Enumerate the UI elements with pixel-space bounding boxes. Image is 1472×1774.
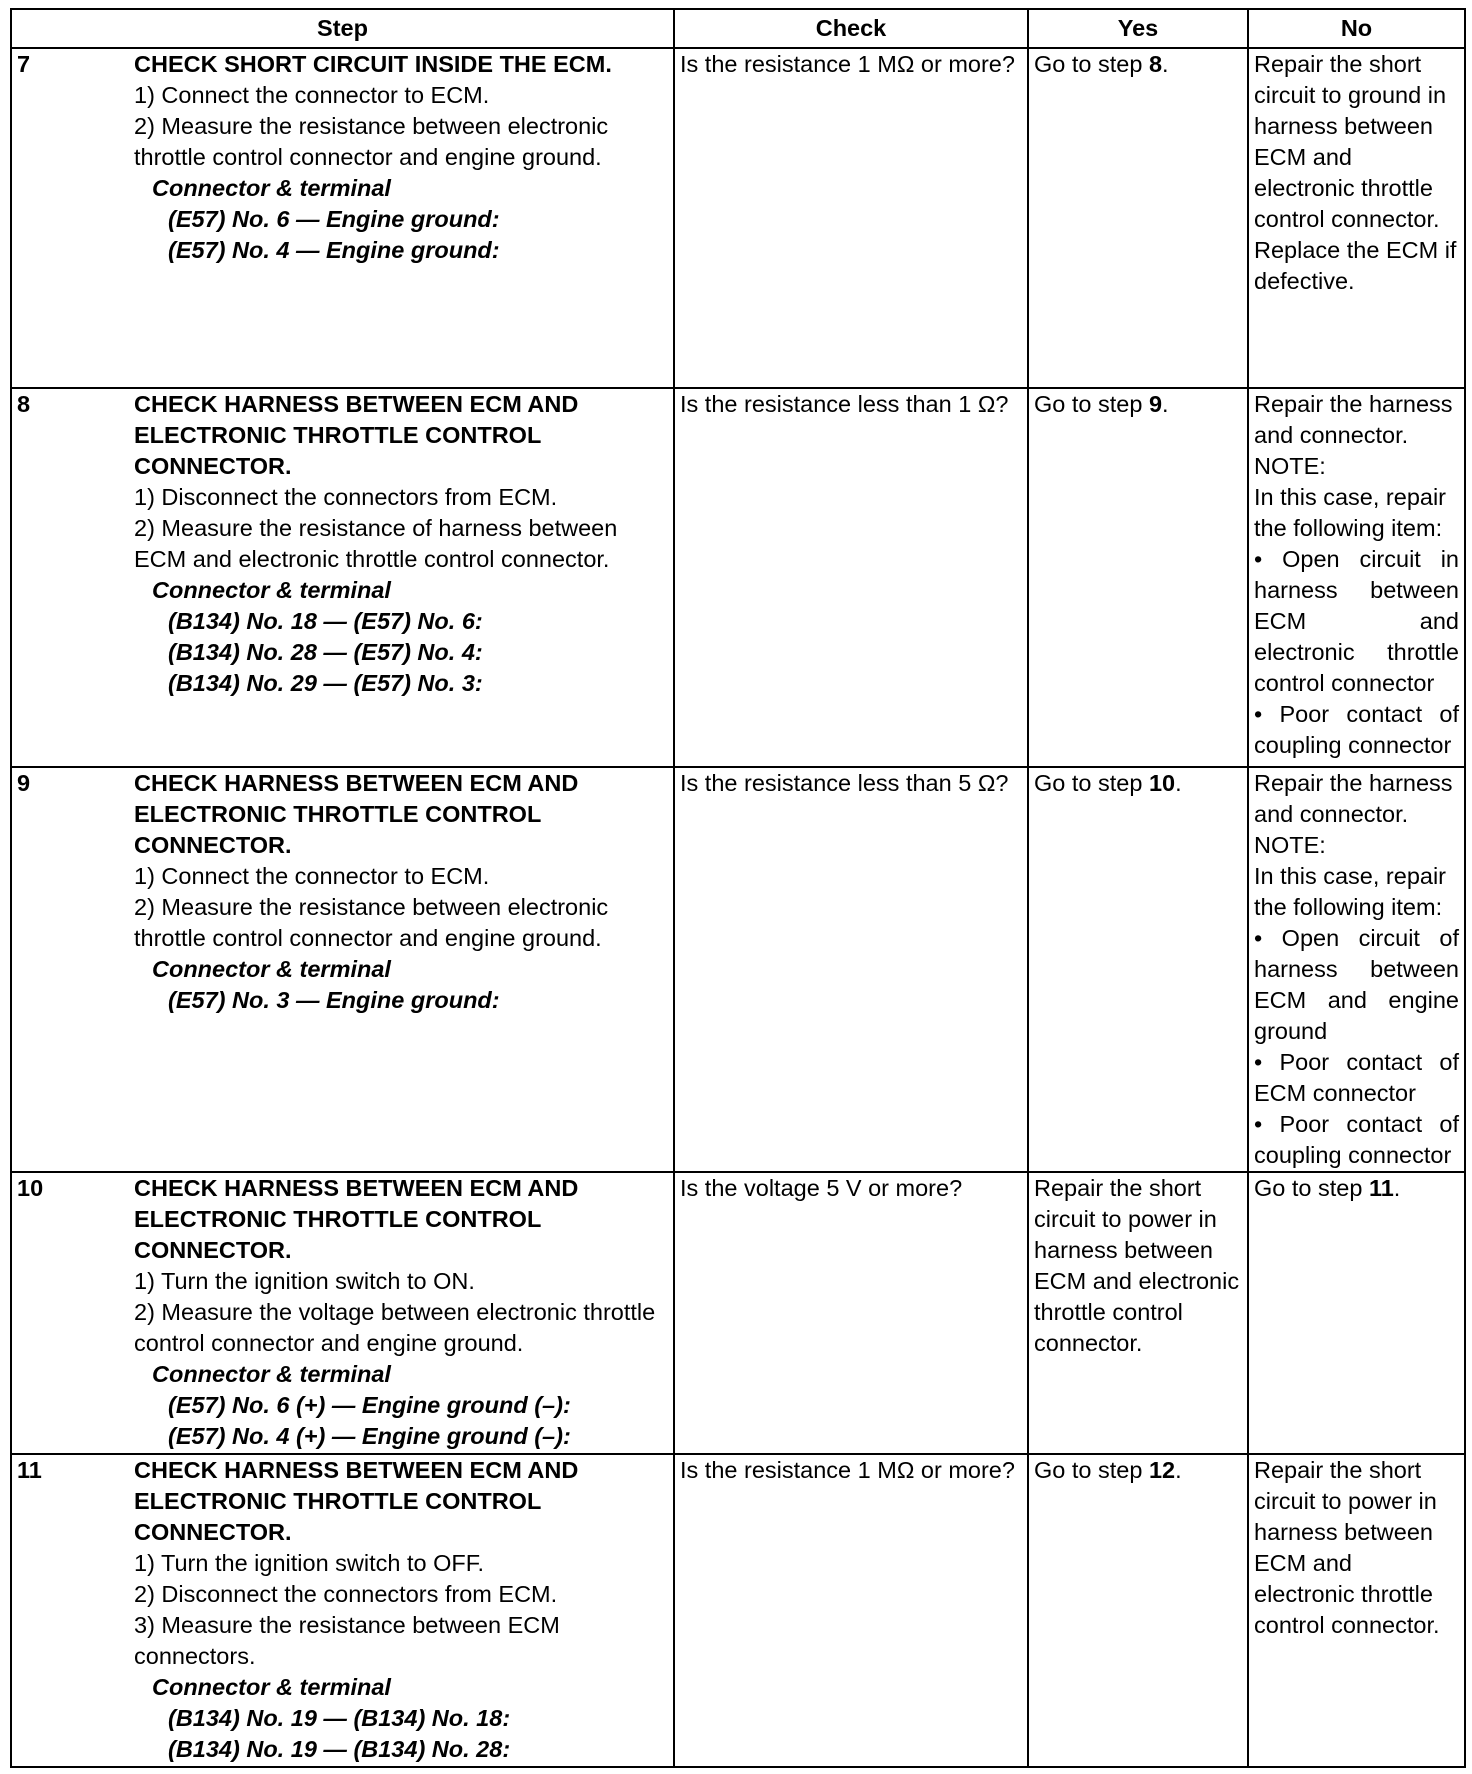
no-bullet-item: • Open circuit in harness between ECM and electronic throttle control connector <box>1254 546 1459 696</box>
yes-step-ref: 12 <box>1148 1457 1176 1483</box>
step-number: 7 <box>11 48 129 388</box>
step-number: 11 <box>11 1454 129 1767</box>
no-bullet-item: • Poor contact of ECM connector <box>1254 1049 1459 1106</box>
step-number: 8 <box>11 388 129 767</box>
step-description <box>129 388 674 767</box>
yes-prefix: Go to step <box>1034 391 1149 417</box>
no-text: Repair the short circuit to ground in harness between ECM and electronic throttle control connector. <box>1254 51 1447 232</box>
no-bullet-item: • Poor contact of coupling connector <box>1254 1111 1459 1168</box>
yes-prefix: Go to step <box>1034 51 1149 77</box>
step-instruction: 1) Connect the connector to ECM. <box>134 863 490 889</box>
yes-cell <box>1028 48 1248 388</box>
step-instruction: 2) Measure the resistance of harness between ECM and electronic throttle control connector. <box>134 515 618 572</box>
step-description <box>129 767 674 1172</box>
no-cell <box>1248 767 1465 1172</box>
terminal-spec: (B134) No. 29 — (E57) No. 3: <box>168 670 483 696</box>
yes-cell <box>1028 1454 1248 1767</box>
yes-prefix: Go to step <box>1034 1457 1149 1483</box>
connector-terminal-label: Connector & terminal <box>152 577 391 603</box>
no-note-label: NOTE: <box>1254 453 1326 479</box>
no-cell <box>1248 388 1465 767</box>
table-row-step-11 <box>11 1454 1465 1767</box>
header-step: Step <box>11 9 674 48</box>
yes-step-ref: 10 <box>1148 770 1176 796</box>
table-row-step-10 <box>11 1172 1465 1454</box>
terminal-spec: (E57) No. 4 (+) — Engine ground (–): <box>168 1423 571 1449</box>
terminal-spec: (E57) No. 3 — Engine ground: <box>168 987 500 1013</box>
no-note-label: NOTE: <box>1254 832 1326 858</box>
header-yes: Yes <box>1028 9 1248 48</box>
connector-terminal-label: Connector & terminal <box>152 1674 391 1700</box>
step-instruction: 1) Turn the ignition switch to OFF. <box>134 1550 485 1576</box>
table-row-step-9 <box>11 767 1465 1172</box>
check-cell: Is the resistance less than 1 Ω? <box>674 388 1028 767</box>
connector-terminal-label: Connector & terminal <box>152 175 391 201</box>
step-instruction: 2) Measure the voltage between electronic throttle control connector and engine ground. <box>134 1299 656 1356</box>
step-instruction: 2) Measure the resistance between electronic throttle control connector and engine ground. <box>134 113 609 170</box>
connector-terminal-label: Connector & terminal <box>152 956 391 982</box>
step-number: 9 <box>11 767 129 1172</box>
no-suffix: . <box>1393 1175 1401 1201</box>
terminal-spec: (E57) No. 4 — Engine ground: <box>168 237 500 263</box>
diagnostic-procedure-table <box>10 8 1466 1768</box>
yes-cell <box>1028 767 1248 1172</box>
terminal-spec: (B134) No. 19 — (B134) No. 18: <box>168 1705 511 1731</box>
table-header-row <box>11 9 1465 48</box>
table-row-step-8 <box>11 388 1465 767</box>
no-cell <box>1248 1172 1465 1454</box>
step-title: CHECK HARNESS BETWEEN ECM AND ELECTRONIC THROTTLE CONTROL CONNECTOR. <box>134 1175 579 1263</box>
step-title: CHECK SHORT CIRCUIT INSIDE THE ECM. <box>134 51 612 77</box>
no-bullet-item: • Poor contact of coupling connector <box>1254 701 1459 758</box>
no-text: Replace the ECM if defective. <box>1254 237 1457 294</box>
no-text: Repair the harness and connector. <box>1254 391 1453 448</box>
check-cell: Is the resistance 1 MΩ or more? <box>674 1454 1028 1767</box>
step-title: CHECK HARNESS BETWEEN ECM AND ELECTRONIC THROTTLE CONTROL CONNECTOR. <box>134 1457 579 1545</box>
no-step-ref: 11 <box>1368 1175 1394 1201</box>
header-check: Check <box>674 9 1028 48</box>
no-text: Repair the harness and connector. <box>1254 770 1453 827</box>
no-text: In this case, repair the following item: <box>1254 863 1447 920</box>
step-instruction: 3) Measure the resistance between ECM connectors. <box>134 1612 560 1669</box>
step-description <box>129 1454 674 1767</box>
terminal-spec: (B134) No. 28 — (E57) No. 4: <box>168 639 483 665</box>
check-cell: Is the resistance 1 MΩ or more? <box>674 48 1028 388</box>
terminal-spec: (B134) No. 18 — (E57) No. 6: <box>168 608 483 634</box>
check-cell: Is the resistance less than 5 Ω? <box>674 767 1028 1172</box>
yes-step-ref: 9 <box>1148 391 1163 417</box>
step-number: 10 <box>11 1172 129 1454</box>
step-instruction: 1) Connect the connector to ECM. <box>134 82 490 108</box>
yes-suffix: . <box>1175 1457 1182 1483</box>
yes-step-ref: 8 <box>1148 51 1163 77</box>
no-cell <box>1248 1454 1465 1767</box>
step-description <box>129 48 674 388</box>
no-text: Repair the short circuit to power in harness between ECM and electronic throttle control connector. <box>1254 1457 1440 1638</box>
step-instruction: 1) Disconnect the connectors from ECM. <box>134 484 558 510</box>
yes-cell: Repair the short circuit to power in harness between ECM and electronic throttle control connector. <box>1028 1172 1248 1454</box>
no-bullet-item: • Open circuit of harness between ECM and engine ground <box>1254 925 1459 1044</box>
yes-prefix: Go to step <box>1034 770 1149 796</box>
step-title: CHECK HARNESS BETWEEN ECM AND ELECTRONIC THROTTLE CONTROL CONNECTOR. <box>134 770 579 858</box>
header-no: No <box>1248 9 1465 48</box>
terminal-spec: (E57) No. 6 — Engine ground: <box>168 206 500 232</box>
no-prefix: Go to step <box>1254 1175 1369 1201</box>
yes-suffix: . <box>1162 391 1169 417</box>
yes-suffix: . <box>1175 770 1182 796</box>
no-cell <box>1248 48 1465 388</box>
yes-suffix: . <box>1162 51 1169 77</box>
step-instruction: 2) Disconnect the connectors from ECM. <box>134 1581 558 1607</box>
step-description <box>129 1172 674 1454</box>
connector-terminal-label: Connector & terminal <box>152 1361 391 1387</box>
step-title: CHECK HARNESS BETWEEN ECM AND ELECTRONIC THROTTLE CONTROL CONNECTOR. <box>134 391 579 479</box>
step-instruction: 2) Measure the resistance between electronic throttle control connector and engine ground. <box>134 894 609 951</box>
table-row-step-7 <box>11 48 1465 388</box>
no-text: In this case, repair the following item: <box>1254 484 1447 541</box>
terminal-spec: (E57) No. 6 (+) — Engine ground (–): <box>168 1392 571 1418</box>
yes-cell <box>1028 388 1248 767</box>
step-instruction: 1) Turn the ignition switch to ON. <box>134 1268 475 1294</box>
check-cell: Is the voltage 5 V or more? <box>674 1172 1028 1454</box>
terminal-spec: (B134) No. 19 — (B134) No. 28: <box>168 1736 511 1762</box>
